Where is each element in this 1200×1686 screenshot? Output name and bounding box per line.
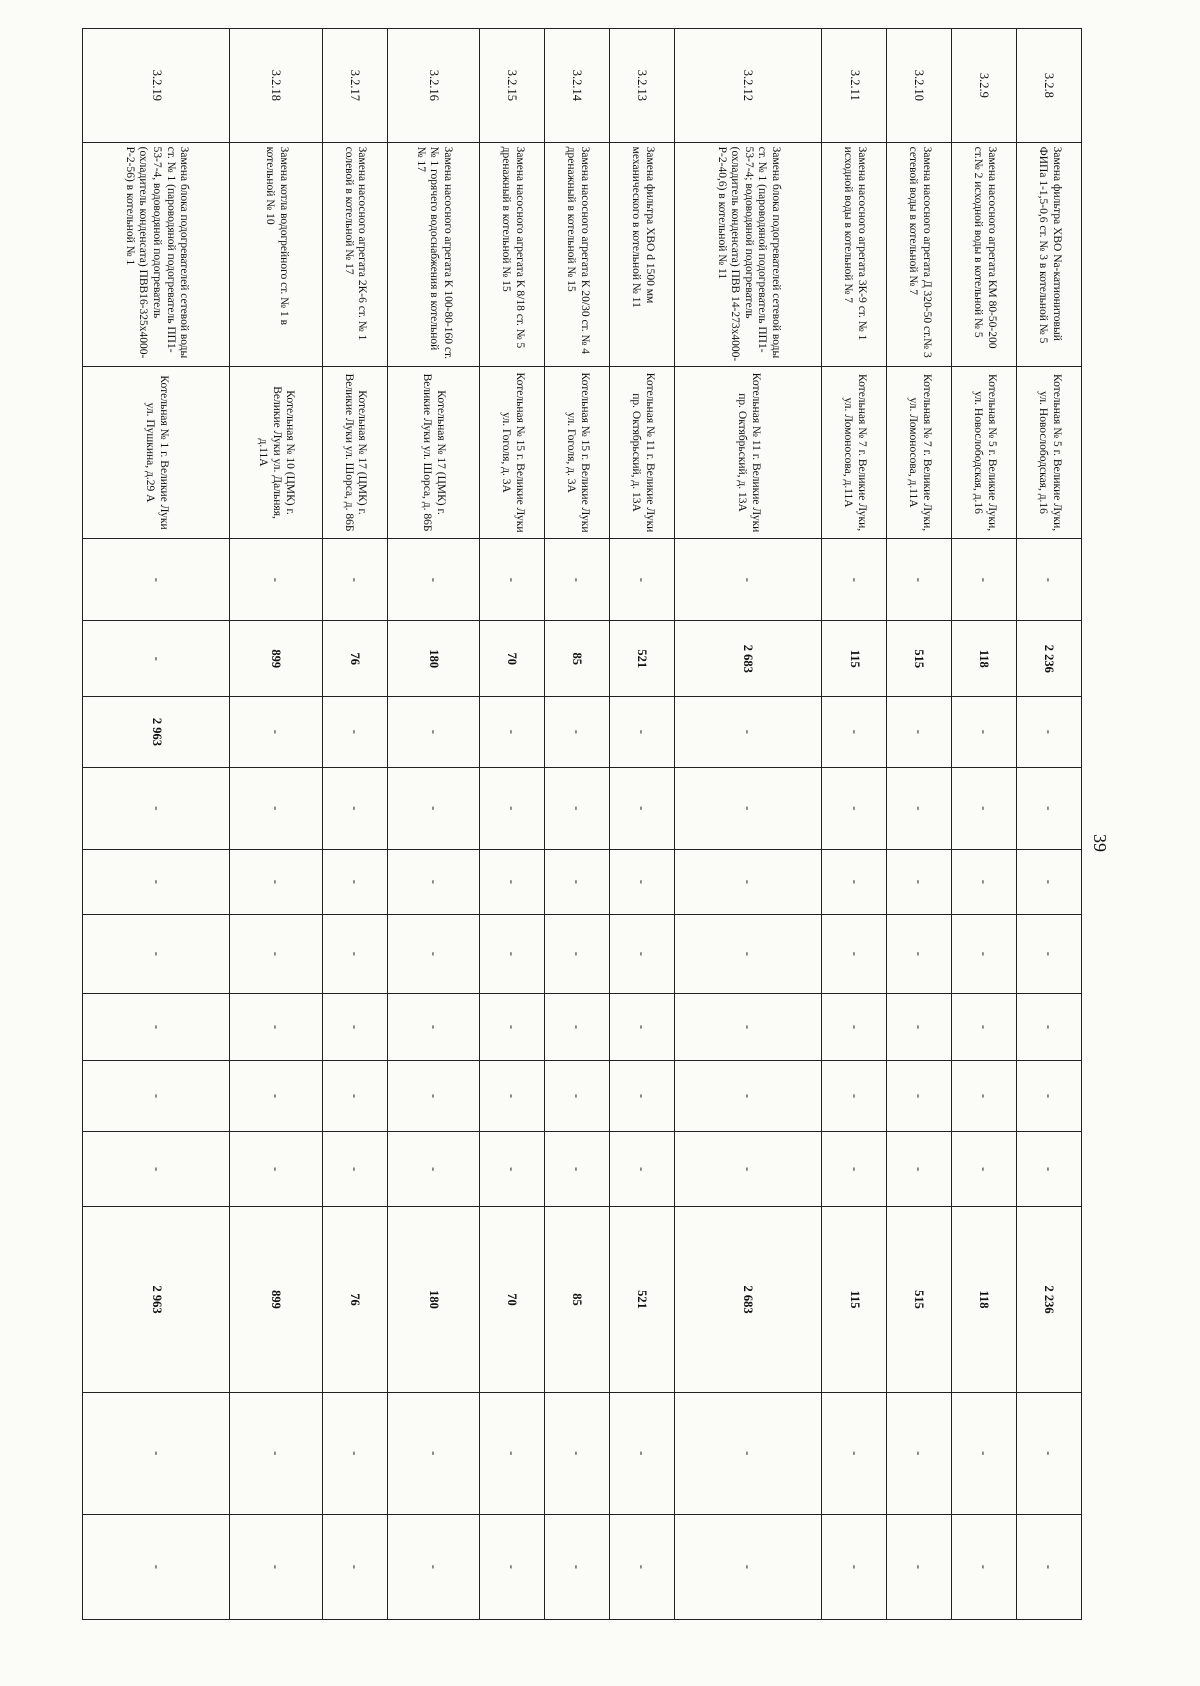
value-cell: - — [952, 697, 1017, 768]
table-row — [674, 29, 821, 1620]
value-cell: - — [387, 1061, 479, 1132]
value-cell: 899 — [230, 621, 322, 697]
value-cell: - — [230, 993, 322, 1060]
object-address: Котельная № 15 г. Великие Луки ул. Гоголя, д. 3А — [545, 366, 610, 539]
value-cell: - — [610, 1392, 675, 1514]
value-cell: - — [674, 1392, 821, 1514]
value-cell: - — [545, 1131, 610, 1207]
value-cell: - — [887, 993, 952, 1060]
value-cell: - — [610, 1131, 675, 1207]
value-cell: - — [674, 849, 821, 914]
value-cell: - — [822, 1392, 887, 1514]
value-cell: - — [480, 1061, 545, 1132]
value-cell: - — [230, 914, 322, 993]
value-cell: - — [610, 1061, 675, 1132]
value-cell: - — [480, 1131, 545, 1207]
value-cell: 85 — [545, 621, 610, 697]
value-cell: - — [952, 1392, 1017, 1514]
value-cell: - — [887, 1131, 952, 1207]
value-cell: - — [230, 767, 322, 849]
value-cell: 515 — [887, 1207, 952, 1392]
row-number: 3.2.19 — [83, 29, 230, 143]
value-cell: 180 — [387, 1207, 479, 1392]
value-cell: - — [1017, 1061, 1082, 1132]
value-cell: - — [822, 767, 887, 849]
value-cell: - — [387, 993, 479, 1060]
value-cell: - — [822, 993, 887, 1060]
row-number: 3.2.9 — [952, 29, 1017, 143]
value-cell: - — [83, 767, 230, 849]
object-address: Котельная № 5 г. Великие Луки, ул. Новослободская, д.16 — [1017, 366, 1082, 539]
work-name: Замена фильтра ХВО d 1500 мм механического в котельной № 11 — [610, 142, 675, 366]
value-cell: - — [1017, 849, 1082, 914]
value-cell: - — [674, 1061, 821, 1132]
value-cell: - — [674, 1131, 821, 1207]
row-number: 3.2.17 — [322, 29, 387, 143]
object-address: Котельная № 1 г. Великие Луки ул. Пушкина, д.29 А — [83, 366, 230, 539]
table-body — [83, 29, 1082, 1620]
row-number: 3.2.11 — [822, 29, 887, 143]
value-cell: - — [83, 993, 230, 1060]
value-cell: 70 — [480, 1207, 545, 1392]
value-cell: - — [83, 849, 230, 914]
row-number: 3.2.14 — [545, 29, 610, 143]
work-name: Замена фильтра ХВО Na-катионитовый ФИПа 1-1,5-0,6 ст. № 3 в котельной № 5 — [1017, 142, 1082, 366]
value-cell: - — [952, 539, 1017, 621]
value-cell: - — [387, 697, 479, 768]
value-cell: - — [83, 1131, 230, 1207]
value-cell: - — [545, 767, 610, 849]
value-cell: - — [674, 767, 821, 849]
row-number: 3.2.13 — [610, 29, 675, 143]
value-cell: - — [610, 914, 675, 993]
work-name: Замена насосного агрегата КМ 80-50-200 ст.№ 2 исходной воды в котельной № 5 — [952, 142, 1017, 366]
value-cell: - — [1017, 1392, 1082, 1514]
value-cell: - — [322, 1514, 387, 1619]
table-row — [480, 29, 545, 1620]
table-row — [1017, 29, 1082, 1620]
value-cell: - — [1017, 1514, 1082, 1619]
value-cell: - — [887, 1061, 952, 1132]
value-cell: - — [480, 539, 545, 621]
value-cell: - — [230, 1061, 322, 1132]
value-cell: 115 — [822, 621, 887, 697]
value-cell: 515 — [887, 621, 952, 697]
investment-table — [82, 28, 1082, 1620]
value-cell: - — [545, 1392, 610, 1514]
table-row — [952, 29, 1017, 1620]
value-cell: - — [322, 697, 387, 768]
object-address: Котельная № 11 г. Великие Луки пр. Октябрьский, д. 13А — [674, 366, 821, 539]
value-cell: 899 — [230, 1207, 322, 1392]
value-cell: 521 — [610, 621, 675, 697]
value-cell: - — [822, 1061, 887, 1132]
value-cell: - — [952, 914, 1017, 993]
work-name: Замена насосного агрегата 3К-9 ст. № 1 исходной воды в котельной № 7 — [822, 142, 887, 366]
value-cell: - — [1017, 697, 1082, 768]
value-cell: - — [545, 914, 610, 993]
table-frame — [82, 28, 1082, 1620]
object-address: Котельная № 5 г. Великие Луки, ул. Новослободская, д.16 — [952, 366, 1017, 539]
value-cell: - — [480, 767, 545, 849]
value-cell: 115 — [822, 1207, 887, 1392]
value-cell: - — [83, 539, 230, 621]
work-name: Замена блока подогревателей сетевой воды ст. № 1 (пароводяной подогреватель ПП1-53-7-4; водоводяной подогреватель (охладитель конденсата) ПВВ 14-273х4000-Р-2-40,6) в котельной № 11 — [674, 142, 821, 366]
value-cell: - — [480, 849, 545, 914]
value-cell: - — [887, 539, 952, 621]
value-cell: - — [83, 1392, 230, 1514]
value-cell: - — [387, 1392, 479, 1514]
value-cell: - — [545, 1514, 610, 1619]
object-address: Котельная № 17 (ЦМК) г. Великие Луки ул. Шорса, д. 86Б — [387, 366, 479, 539]
object-address: Котельная № 7 г. Великие Луки, ул. Ломоносова, д.11А — [887, 366, 952, 539]
value-cell: - — [1017, 914, 1082, 993]
value-cell: - — [230, 1131, 322, 1207]
value-cell: - — [387, 767, 479, 849]
value-cell: 2 683 — [674, 621, 821, 697]
value-cell: - — [1017, 1131, 1082, 1207]
table-row — [387, 29, 479, 1620]
value-cell: - — [322, 539, 387, 621]
value-cell: - — [610, 539, 675, 621]
value-cell: - — [674, 697, 821, 768]
value-cell: - — [322, 1131, 387, 1207]
value-cell: - — [887, 697, 952, 768]
value-cell: - — [610, 697, 675, 768]
value-cell: 521 — [610, 1207, 675, 1392]
value-cell: - — [545, 993, 610, 1060]
value-cell: - — [822, 1514, 887, 1619]
table-row — [322, 29, 387, 1620]
value-cell: - — [952, 993, 1017, 1060]
value-cell: 76 — [322, 1207, 387, 1392]
work-name: Замена насосного агрегата 2К-6 ст. № 1 солевой в котельной № 17 — [322, 142, 387, 366]
row-number: 3.2.8 — [1017, 29, 1082, 143]
value-cell: 76 — [322, 621, 387, 697]
table-row — [230, 29, 322, 1620]
value-cell: 118 — [952, 1207, 1017, 1392]
value-cell: 2 236 — [1017, 621, 1082, 697]
value-cell: - — [230, 1514, 322, 1619]
value-cell: - — [545, 539, 610, 621]
work-name: Замена котла водогрейного ст. № 1 в котельной № 10 — [230, 142, 322, 366]
object-address: Котельная № 10 (ЦМК) г. Великие Луки ул. Дальняя, д.11А — [230, 366, 322, 539]
value-cell: - — [674, 993, 821, 1060]
value-cell: 2 683 — [674, 1207, 821, 1392]
value-cell: - — [83, 914, 230, 993]
value-cell: - — [545, 1061, 610, 1132]
value-cell: - — [322, 1061, 387, 1132]
value-cell: - — [610, 767, 675, 849]
value-cell: - — [1017, 767, 1082, 849]
value-cell: - — [83, 1514, 230, 1619]
value-cell: - — [952, 849, 1017, 914]
value-cell: - — [610, 993, 675, 1060]
object-address: Котельная № 7 г. Великие Луки, ул. Ломоносова, д.11А — [822, 366, 887, 539]
value-cell: - — [610, 849, 675, 914]
row-number: 3.2.18 — [230, 29, 322, 143]
value-cell: 180 — [387, 621, 479, 697]
value-cell: - — [1017, 993, 1082, 1060]
table-row — [545, 29, 610, 1620]
value-cell: - — [230, 1392, 322, 1514]
value-cell: 2 963 — [83, 697, 230, 768]
value-cell: - — [480, 1392, 545, 1514]
value-cell: - — [887, 1392, 952, 1514]
value-cell: - — [83, 621, 230, 697]
object-address: Котельная № 11 г. Великие Луки пр. Октябрьский, д. 13А — [610, 366, 675, 539]
value-cell: - — [83, 1061, 230, 1132]
value-cell: - — [230, 849, 322, 914]
row-number: 3.2.15 — [480, 29, 545, 143]
value-cell: - — [610, 1514, 675, 1619]
value-cell: - — [822, 1131, 887, 1207]
value-cell: - — [230, 697, 322, 768]
value-cell: - — [674, 914, 821, 993]
value-cell: - — [952, 1131, 1017, 1207]
work-name: Замена насосного агрегата К 8/18 ст. № 5 дренажный в котельной № 15 — [480, 142, 545, 366]
work-name: Замена насосного агрегата К 20/30 ст. № 4 дренажный в котельной № 15 — [545, 142, 610, 366]
value-cell: - — [822, 914, 887, 993]
value-cell: 70 — [480, 621, 545, 697]
value-cell: - — [387, 1131, 479, 1207]
value-cell: - — [952, 1061, 1017, 1132]
row-number: 3.2.10 — [887, 29, 952, 143]
value-cell: - — [322, 767, 387, 849]
value-cell: 85 — [545, 1207, 610, 1392]
object-address: Котельная № 17 (ЦМК) г. Великие Луки ул. Шорса, д. 86Б — [322, 366, 387, 539]
value-cell: - — [952, 1514, 1017, 1619]
value-cell: - — [322, 993, 387, 1060]
value-cell: - — [822, 539, 887, 621]
value-cell: - — [674, 1514, 821, 1619]
value-cell: - — [480, 993, 545, 1060]
value-cell: - — [322, 1392, 387, 1514]
work-name: Замена блока подогревателей сетевой воды ст. № 1 (пароводяной подогреватель ПП1-53-7-4, водоводяной подогреватель (охладитель конденсата) ПВВ16-325х4000-Р-2-56) в котельной № 1 — [83, 142, 230, 366]
value-cell: - — [480, 697, 545, 768]
value-cell: - — [322, 914, 387, 993]
value-cell: - — [230, 539, 322, 621]
value-cell: - — [952, 767, 1017, 849]
row-number: 3.2.12 — [674, 29, 821, 143]
rotated-table-container — [82, 28, 1082, 1620]
value-cell: 2 963 — [83, 1207, 230, 1392]
value-cell: - — [674, 539, 821, 621]
row-number: 3.2.16 — [387, 29, 479, 143]
work-name: Замена насосного агрегата Д 320-50 ст.№ 3 сетевой воды в котельной № 7 — [887, 142, 952, 366]
table-row — [83, 29, 230, 1620]
value-cell: - — [822, 849, 887, 914]
value-cell: - — [545, 697, 610, 768]
table-row — [887, 29, 952, 1620]
value-cell: - — [387, 849, 479, 914]
table-row — [822, 29, 887, 1620]
value-cell: 2 236 — [1017, 1207, 1082, 1392]
value-cell: - — [822, 697, 887, 768]
value-cell: - — [480, 1514, 545, 1619]
page-number: 39 — [1090, 834, 1110, 852]
work-name: Замена насосного агрегата К 100-80-160 ст. № 1 горячего водоснабжения в котельной № 17 — [387, 142, 479, 366]
value-cell: - — [545, 849, 610, 914]
value-cell: 118 — [952, 621, 1017, 697]
table-row — [610, 29, 675, 1620]
object-address: Котельная № 15 г. Великие Луки ул. Гоголя, д. 3А — [480, 366, 545, 539]
value-cell: - — [322, 849, 387, 914]
value-cell: - — [887, 849, 952, 914]
value-cell: - — [387, 539, 479, 621]
value-cell: - — [480, 914, 545, 993]
value-cell: - — [387, 1514, 479, 1619]
value-cell: - — [1017, 539, 1082, 621]
value-cell: - — [387, 914, 479, 993]
value-cell: - — [887, 1514, 952, 1619]
value-cell: - — [887, 914, 952, 993]
value-cell: - — [887, 767, 952, 849]
